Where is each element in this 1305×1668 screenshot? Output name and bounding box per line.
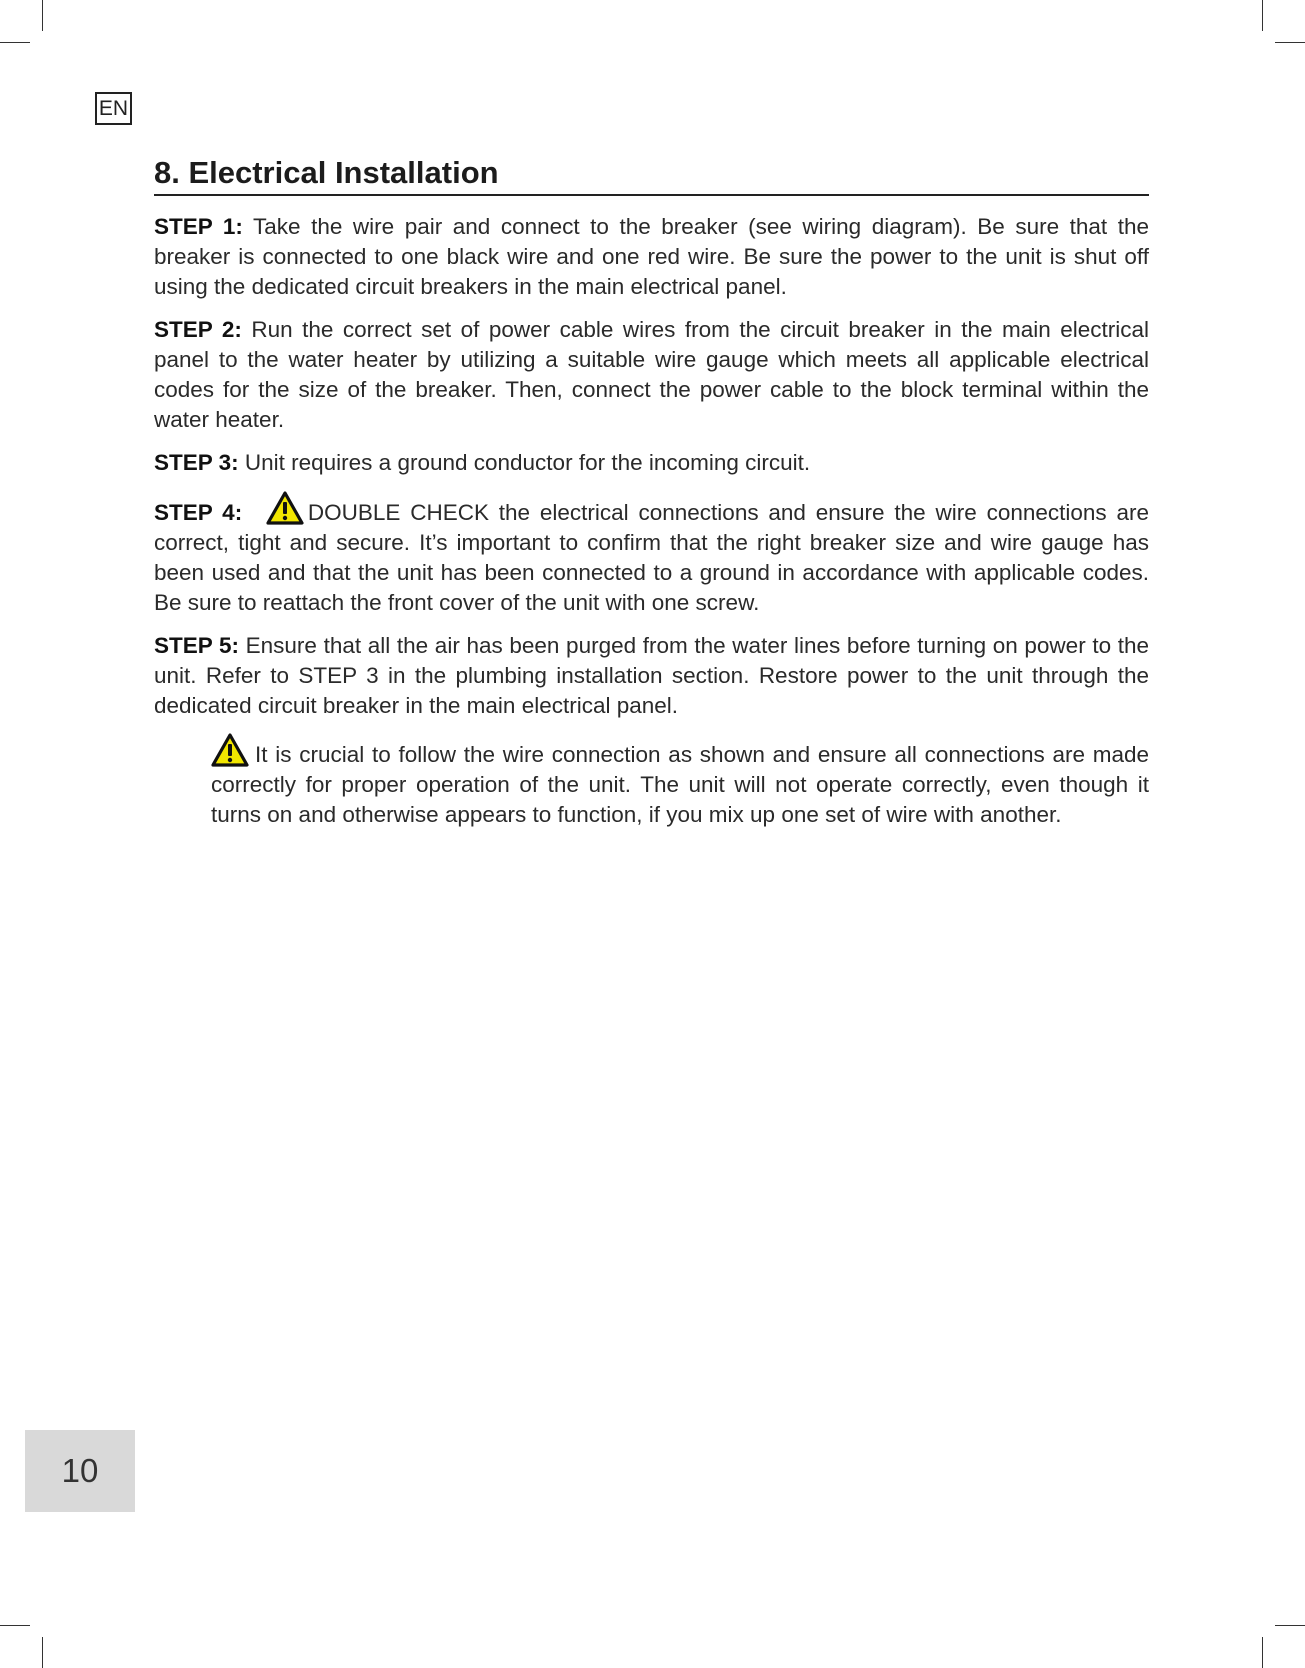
step-text: Run the correct set of power cable wires from the circuit breaker in the main electrical panel to the water heater by utilizing a suitable wire gauge which meets all applicable electrical codes for the size of the breaker. Then, connect the power cable to the block terminal within the water heater. (154, 317, 1149, 432)
step-text: Unit requires a ground conductor for the incoming circuit. (238, 450, 811, 475)
warning-triangle-icon (266, 491, 304, 525)
step-label: STEP 1: (154, 214, 243, 239)
page-number: 10 (25, 1430, 135, 1512)
crop-mark (42, 0, 43, 31)
step-text: Take the wire pair and connect to the breaker (see wiring diagram). Be sure that the breaker is connected to one black wire and one red wire. Be sure the power to the unit is shut off using the dedicated circuit breakers in the main electrical panel. (154, 214, 1149, 299)
section-content (154, 152, 1149, 830)
crop-mark (0, 1625, 30, 1626)
section-title: 8. Electrical Installation (154, 152, 1149, 196)
language-tag: EN (95, 92, 132, 125)
step-label: STEP 3: (154, 450, 239, 475)
step-1 (154, 212, 1149, 302)
crop-mark (42, 1637, 43, 1668)
step-text: Ensure that all the air has been purged from the water lines before turning on power to the unit. Refer to STEP 3 in the plumbing installation section. Restore power to the unit through the dedicated circuit breaker in the main electrical panel. (154, 633, 1150, 718)
step-3 (154, 448, 1149, 478)
crop-mark (1275, 42, 1305, 43)
step-label: STEP 4: (154, 500, 243, 525)
warning-note (211, 733, 1149, 830)
warning-note-text: It is crucial to follow the wire connection as shown and ensure all connections are made correctly for proper operation of the unit. The unit will not operate correctly, even though it turns on and otherwise appears to function, if you mix up one set of wire with another. (211, 742, 1149, 827)
crop-mark (1275, 1625, 1305, 1626)
step-2 (154, 315, 1149, 435)
crop-mark (1262, 1637, 1263, 1668)
crop-mark (0, 42, 30, 43)
crop-mark (1262, 0, 1263, 31)
step-label: STEP 5: (154, 633, 240, 658)
step-label: STEP 2: (154, 317, 242, 342)
step-text: DOUBLE CHECK the electrical connections and ensure the wire connections are correct, tight and secure. It’s important to confirm that the right breaker size and wire gauge has been used and that the unit has been connected to a ground in accordance with applicable codes. Be sure to reattach the front cover of the unit with one screw. (154, 500, 1149, 615)
step-4 (154, 491, 1149, 618)
warning-triangle-icon (211, 733, 249, 767)
step-5 (154, 631, 1149, 721)
